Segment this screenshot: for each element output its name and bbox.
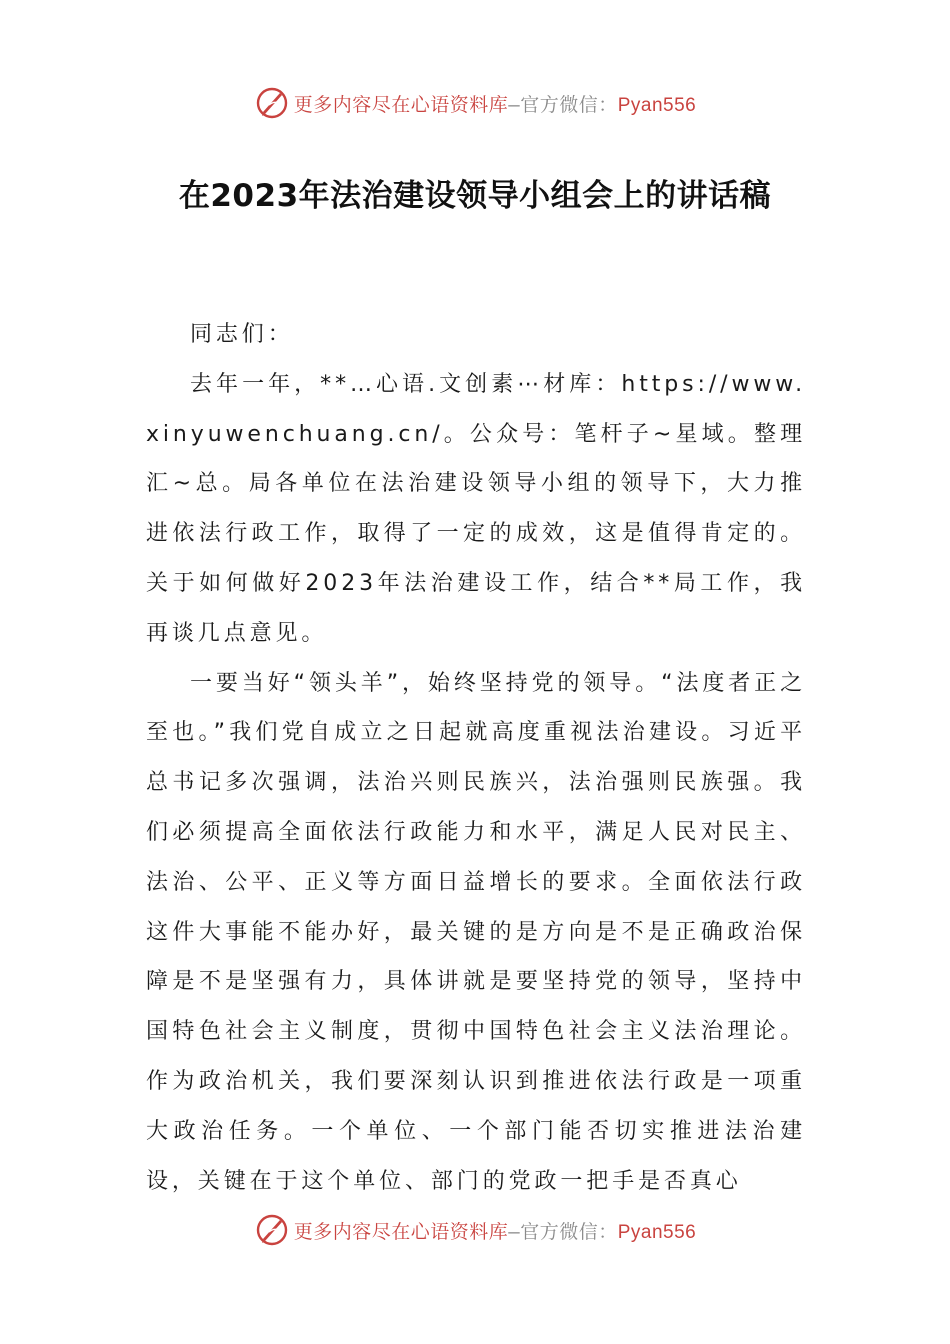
document-body: [146, 310, 806, 1206]
body-paragraph: 去年一年，**…心语.文创素⋯材库：https://www.xinyuwenchuang.cn/。公众号：笔杆子~星域。整理汇~总。局各单位在法治建设领导小组的领导下，大力推进依法行政工作，取得了一定的成效，这是值得肯定的。关于如何做好2023年法治建设工作，结合**局工作，我再谈几点意见。: [146, 371, 806, 646]
watermark-sub: 官方微信：: [520, 93, 618, 116]
body-paragraph: 一要当好“领头羊”，始终坚持党的领导。“法度者正之至也。”我们党自成立之日起就高度重视法治建设。习近平总书记多次强调，法治兴则民族兴，法治强则民族强。我们必须提高全面依法行政能力和水平，满足人民对民主、法治、公平、正义等方面日益增长的要求。全面依法行政这件大事能不能办好，最关键的是方向是不是正确政治保障是不是坚强有力，具体讲就是要坚持党的领导，坚持中国特色社会主义制度，贯彻中国特色社会主义法治理论。作为政治机关，我们要深刻认识到推进依法行政是一项重大政治任务。一个单位、一个部门能否切实推进法治建设，关键在于这个单位、部门的党政一把手是否真心: [146, 670, 806, 1194]
watermark-sub: 官方微信：: [520, 1220, 618, 1243]
watermark-account: Pyan556: [617, 1221, 697, 1243]
watermark-text: [294, 90, 697, 117]
watermark-account: Pyan556: [617, 94, 697, 116]
watermark-separator: —: [508, 93, 521, 116]
quill-logo-icon: [254, 85, 290, 121]
header-watermark: [0, 83, 950, 123]
watermark-separator: —: [508, 1220, 521, 1243]
salutation-paragraph: 同志们：: [190, 322, 294, 347]
watermark-brand: 更多内容尽在心语资料库: [293, 1220, 509, 1243]
watermark-brand: 更多内容尽在心语资料库: [293, 93, 509, 116]
watermark-text: [294, 1217, 697, 1244]
footer-watermark: [0, 1210, 950, 1250]
document-title: 在2023年法治建设领导小组会上的讲话稿: [178, 178, 772, 214]
quill-logo-icon: [254, 1212, 290, 1248]
